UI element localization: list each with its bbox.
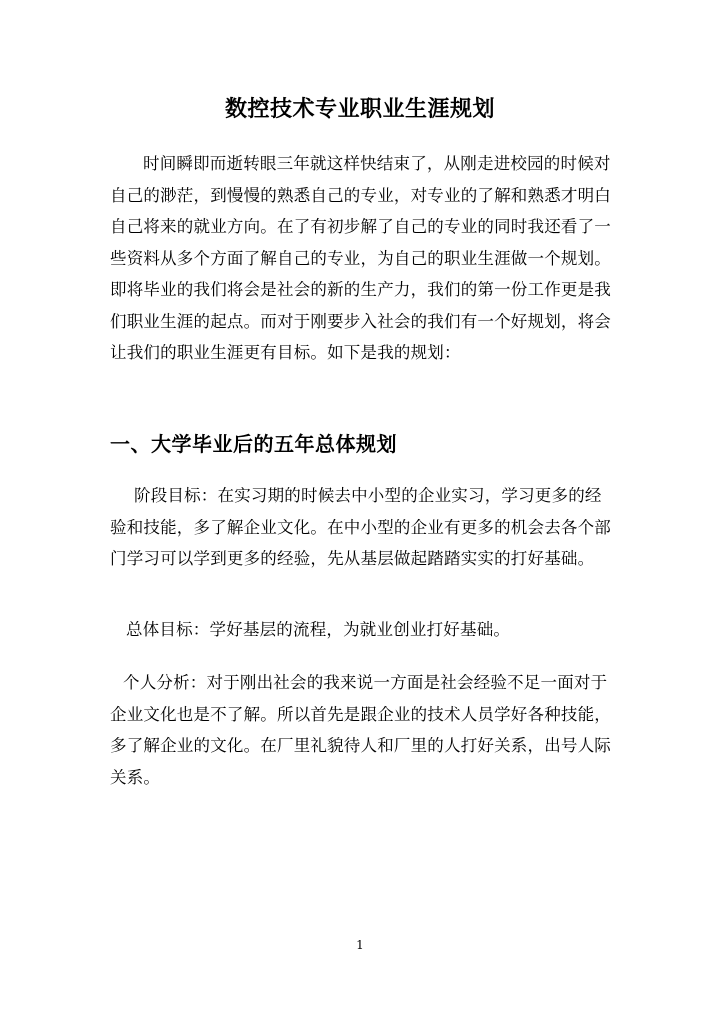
intro-line: 们职业生涯的起点。而对于刚要步入社会的我们有一个好规划，将会 xyxy=(110,311,611,331)
personal-analysis-line: 企业文化也是不了解。所以首先是跟企业的技术人员学好各种技能， xyxy=(110,704,611,724)
personal-analysis-line: 个人分析：对于刚出社会的我来说一方面是社会经验不足一面对于 xyxy=(123,673,608,692)
intro-line: 自己将来的就业方向。在了有初步解了自己的专业的同时我还看了一 xyxy=(110,217,611,236)
stage-goal-line: 阶段目标：在实习期的时候去中小型的企业实习，学习更多的经 xyxy=(134,486,602,505)
overall-goal-line: 总体目标：学好基层的流程，为就业创业打好基础。 xyxy=(126,620,511,639)
document-title: 数控技术专业职业生涯规划 xyxy=(224,97,495,122)
stage-goal-line: 验和技能，多了解企业文化。在中小型的企业有更多的机会去各个部 xyxy=(110,517,611,537)
section-heading: 一、大学毕业后的五年总体规划 xyxy=(110,432,397,456)
intro-line: 即将毕业的我们将会是社会的新的生产力，我们的第一份工作更是我 xyxy=(110,280,611,299)
intro-line: 时间瞬即而逝转眼三年就这样快结束了，从刚走进校园的时候对 xyxy=(143,154,611,173)
intro-paragraph xyxy=(110,148,610,369)
personal-analysis-paragraph xyxy=(110,667,610,793)
page-number: 1 xyxy=(356,938,364,952)
intro-line: 些资料从多个方面了解自己的专业，为自己的职业生涯做一个规划。 xyxy=(110,248,611,268)
overall-goal-paragraph xyxy=(110,614,610,646)
stage-goal-line: 门学习可以学到更多的经验，先从基层做起踏踏实实的打好基础。 xyxy=(110,549,595,568)
personal-analysis-line: 多了解企业的文化。在厂里礼貌待人和厂里的人打好关系，出号人际 xyxy=(110,736,611,755)
stage-goal-paragraph xyxy=(110,480,610,575)
intro-line: 自己的渺茫，到慢慢的熟悉自己的专业，对专业的了解和熟悉才明白 xyxy=(110,185,611,205)
intro-line: 让我们的职业生涯更有目标。如下是我的规划： xyxy=(110,343,461,362)
personal-analysis-line: 关系。 xyxy=(110,767,161,787)
